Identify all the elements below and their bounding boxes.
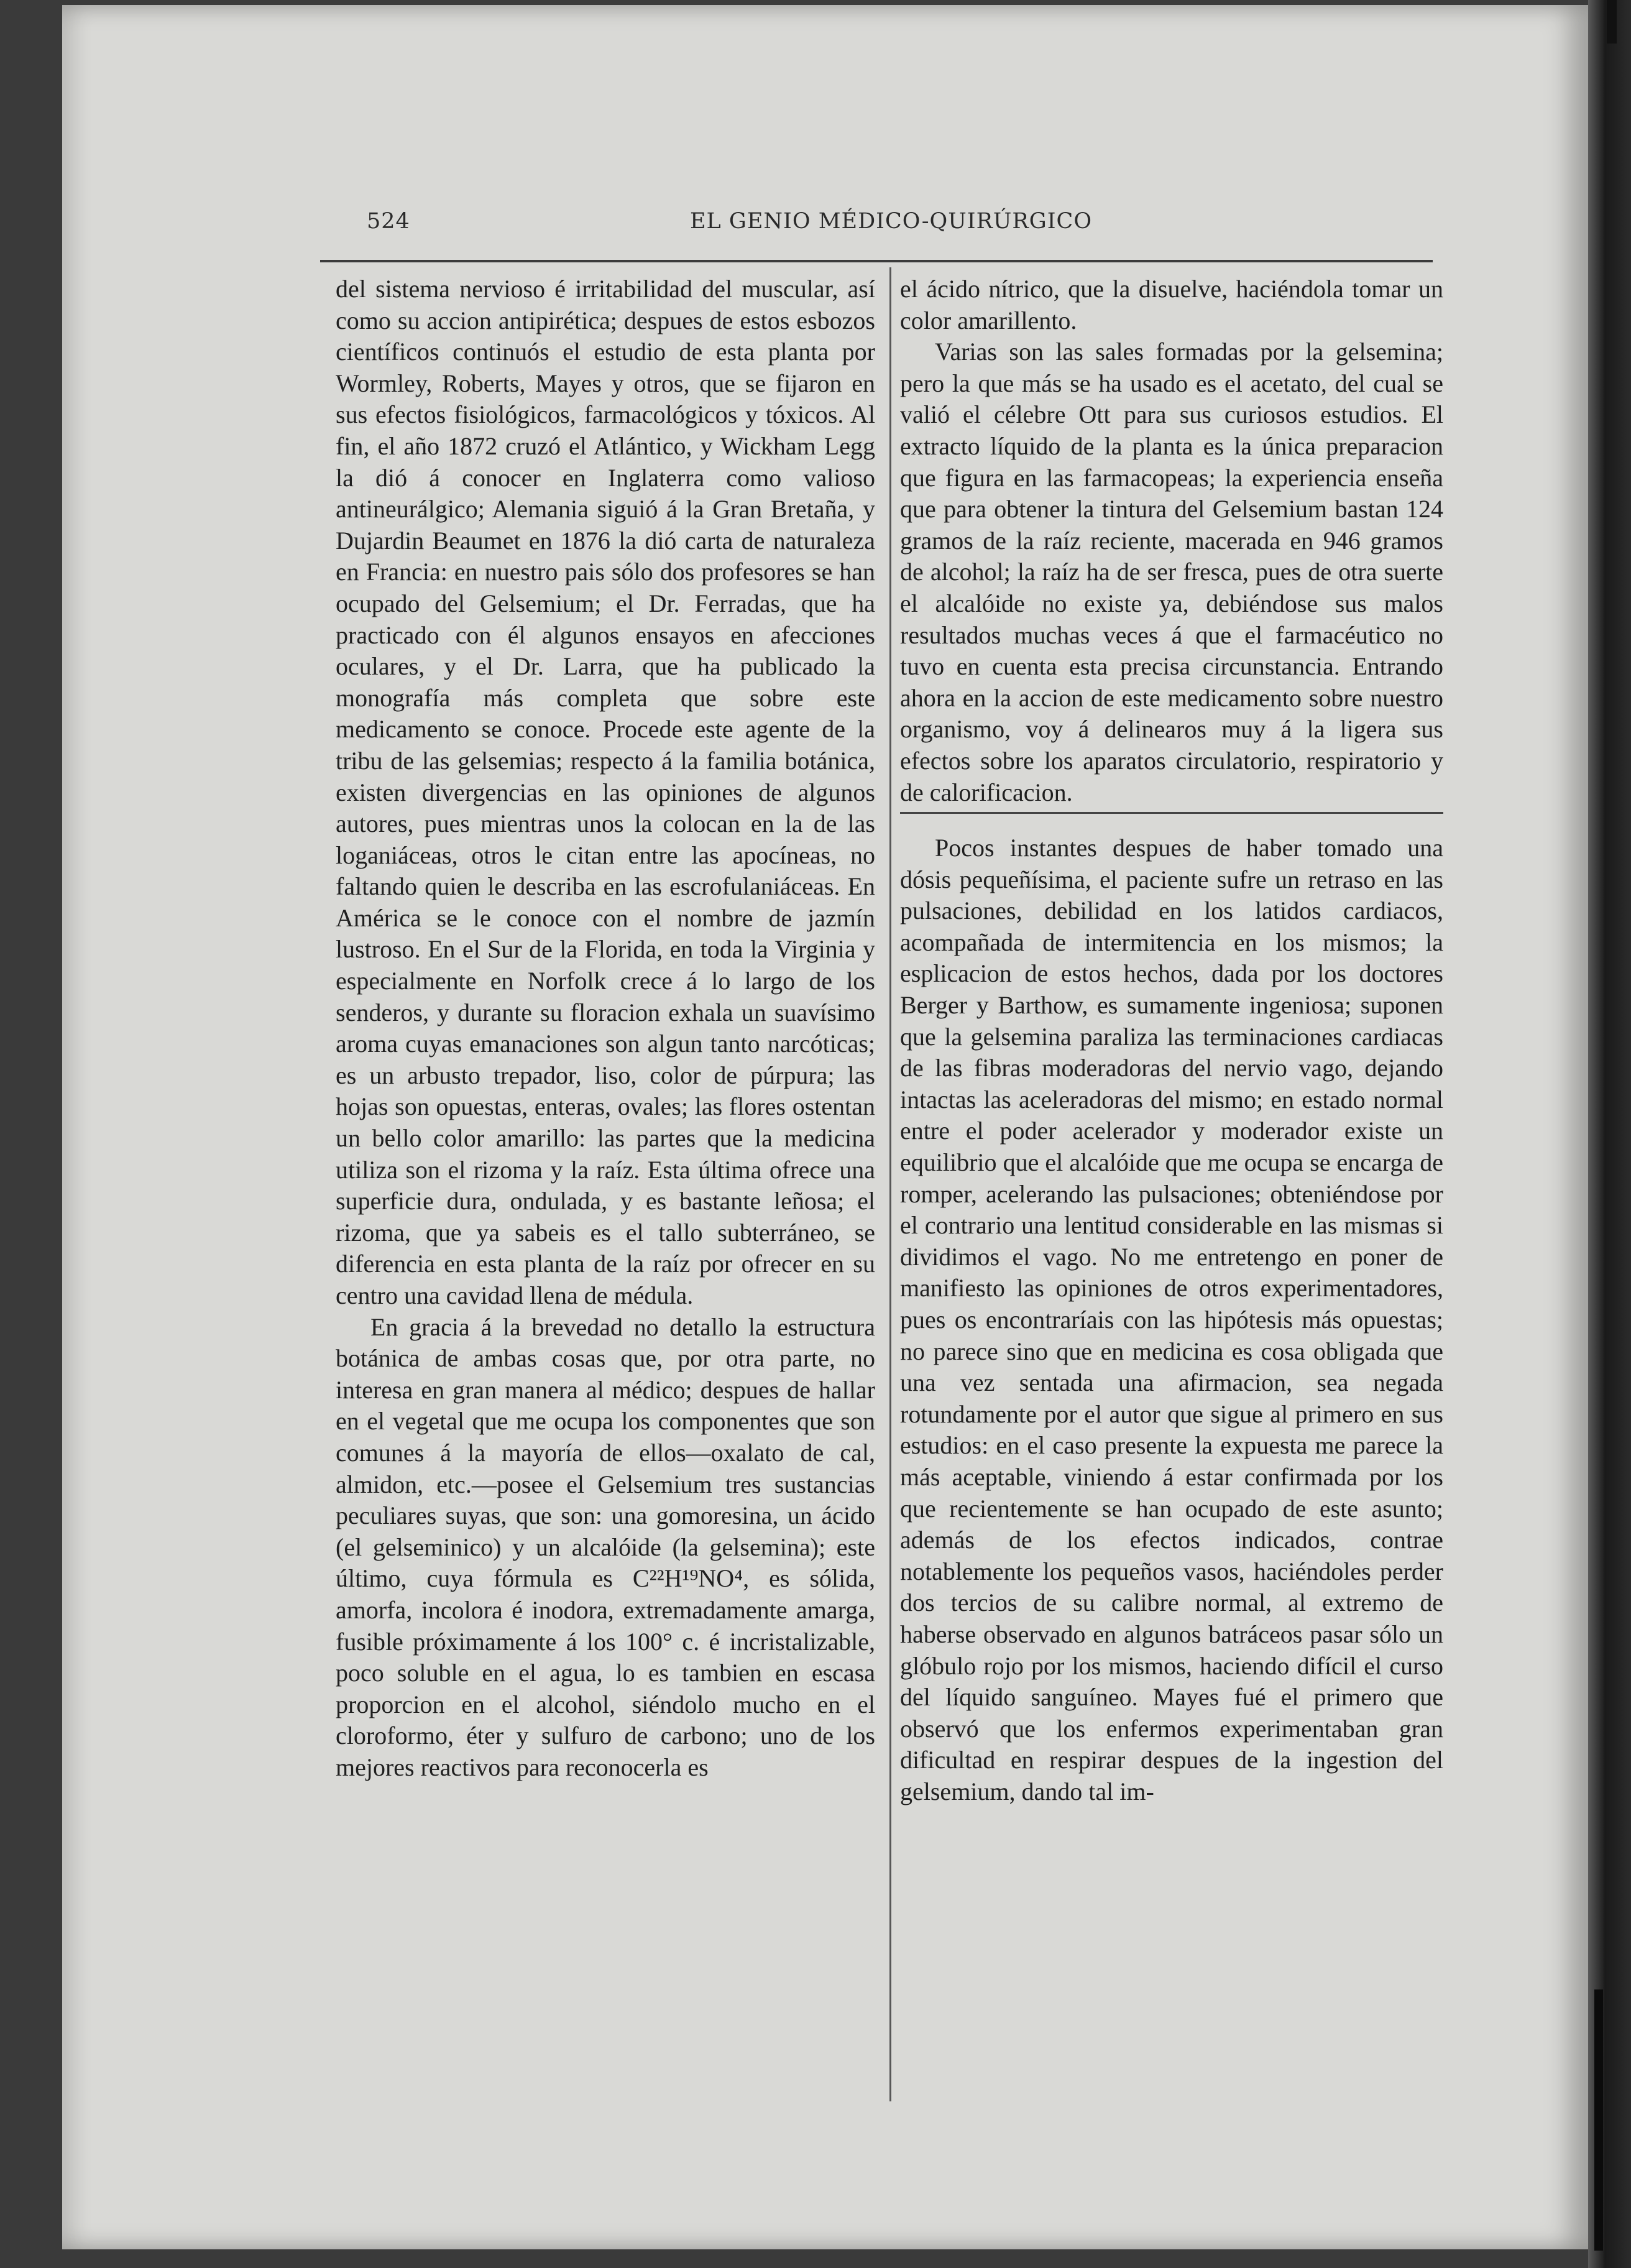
paragraph: el ácido nítrico, que la disuelve, haciéndola tomar un color amarillento. — [900, 275, 1443, 334]
book-binding-edge — [1588, 0, 1631, 2268]
section-separator — [900, 812, 1443, 814]
running-header — [367, 209, 1436, 246]
paragraph: En gracia á la brevedad no detallo la estructura botánica de ambas cosas que, por otra parte, no interesa en gran manera al médico; despues de hallar en el vegetal que me ocupa los componentes que son comunes á la mayoría de ellos—oxalato de cal, almidon, etc.—posee el Gelsemium tres sustancias peculiares suyas, que son: una gomoresina, un ácido (el gelseminico) y un alcalóide (la gelsemina); este último, cuya fórmula es C²²H¹⁹NO⁴, es sólida, amorfa, incolora é inodora, extremadamente amarga, fusible próximamente á los 100° c. é incristalizable, poco soluble en el agua, lo es tambien en escasa proporcion en el alcohol, siéndolo mucho en el cloroformo, éter y sulfuro de carbono; uno de los mejores reactivos para reconocerla es — [336, 1312, 875, 1781]
journal-title: EL GENIO MÉDICO-QUIRÚRGICO — [690, 209, 1093, 234]
corner-mark — [1607, 0, 1617, 44]
header-rule — [320, 260, 1433, 262]
paragraph: Pocos instantes despues de haber tomado una dósis pequeñísima, el paciente sufre un retraso en las pulsaciones, debilidad en los latidos cardiacos, acompañada de intermitencia en los mismos; la esplicacion de estos hechos, dada por los doctores Berger y Barthow, es sumamente ingeniosa; suponen que la gelsemina paraliza las terminaciones cardiacas de las fibras moderadoras del nervio vago, dejando intactas las aceleradoras del mismo; en estado normal entre el poder acelerador y moderador existe un equilibrio que el alcalóide que me ocupa se encarga de romper, acelerando las pulsaciones; obteniéndose por el contrario una lentitud considerable en las mismas si dividimos el vago. No me entretengo en poner de manifiesto las opiniones de otros experimentadores, pues os encontraríais con las hipótesis más opuestas; no parece sino que en medicina es cosa obligada que una vez sentada una afirmacion, sea negada rotundamente por el autor que sigue al primero en sus estudios: en el caso presente la expuesta me parece la más aceptable, viniendo á estar confirmada por los que recientemente se han ocupado de este asunto; además de los efectos indicados, contrae notablemente los pequeños vasos, haciéndoles perder dos tercios de su calibre normal, al extremo de haberse observado en algunos batráceos pasar sólo un glóbulo rojo por los mismos, haciendo difícil el curso del líquido sanguíneo. Mayes fué el primero que observó que los enfermos experimentaban gran dificultad en respirar despues de la ingestion del gelsemium, dando tal im- — [900, 834, 1443, 1805]
column-divider — [889, 267, 891, 2101]
right-column — [900, 274, 1443, 1808]
paragraph: Varias son las sales formadas por la gelsemina; pero la que más se ha usado es el acetato, del cual se valió el célebre Ott para sus curiosos estudios. El extracto líquido de la planta es la única preparacion que figura en las farmacopeas; la experiencia enseña que para obtener la tintura del Gelsemium bastan 124 gramos de la raíz reciente, macerada en 946 gramos de alcohol; la raíz ha de ser fresca, pues de otra suerte el alcalóide no existe ya, debiéndose sus malos resultados muchas veces á que el farmacéutico no tuvo en cuenta esta precisa circunstancia. Entrando ahora en la accion de este medicamento sobre nuestro organismo, voy á delinearos muy á la ligera sus efectos sobre los aparatos circulatorio, respiratorio y de calorificacion. — [900, 338, 1443, 806]
left-column — [336, 274, 875, 1784]
paragraph: del sistema nervioso é irritabilidad del muscular, así como su accion antipirética; despues de estos esbozos científicos continuós el estudio de esta planta por Wormley, Roberts, Mayes y otros, que se fijaron en sus efectos fisiológicos, farmacológicos y tóxicos. Al fin, el año 1872 cruzó el Atlántico, y Wickham Legg la dió á conocer en Inglaterra como valioso antineurálgico; Alemania siguió á la Gran Bretaña, y Dujardin Beaumet en 1876 la dió carta de naturaleza en Francia: en nuestro pais sólo dos profesores se han ocupado del Gelsemium; el Dr. Ferradas, que ha practicado con él algunos ensayos en afecciones oculares, y el Dr. Larra, que ha publicado la monografía más completa que sobre este medicamento se conoce. Procede este agente de la tribu de las gelsemias; respecto á la familia botánica, existen divergencias en las opiniones de algunos autores, pues mientras unos la colocan en la de las loganiáceas, otros le citan entre las apocíneas, no faltando quien le describa en las escrofulaniáceas. En América se le conoce con el nombre de jazmín lustroso. En el Sur de la Florida, en toda la Virginia y especialmente en Norfolk crece á lo largo de los senderos, y durante su floracion exhala un suavísimo aroma cuyas emanaciones son algun tanto narcóticas; es un arbusto trepador, liso, color de púrpura; las hojas son opuestas, enteras, ovales; las flores ostentan un bello color amarillo: las partes que la medicina utiliza son el rizoma y la raíz. Esta última ofrece una superficie dura, ondulada, y es bastante leñosa; el rizoma, que ya sabeis es el tallo subterráneo, se diferencia en esta planta de la raíz por ofrecer en su centro una cavidad llena de médula. — [336, 275, 875, 1309]
page-number: 524 — [367, 209, 410, 234]
